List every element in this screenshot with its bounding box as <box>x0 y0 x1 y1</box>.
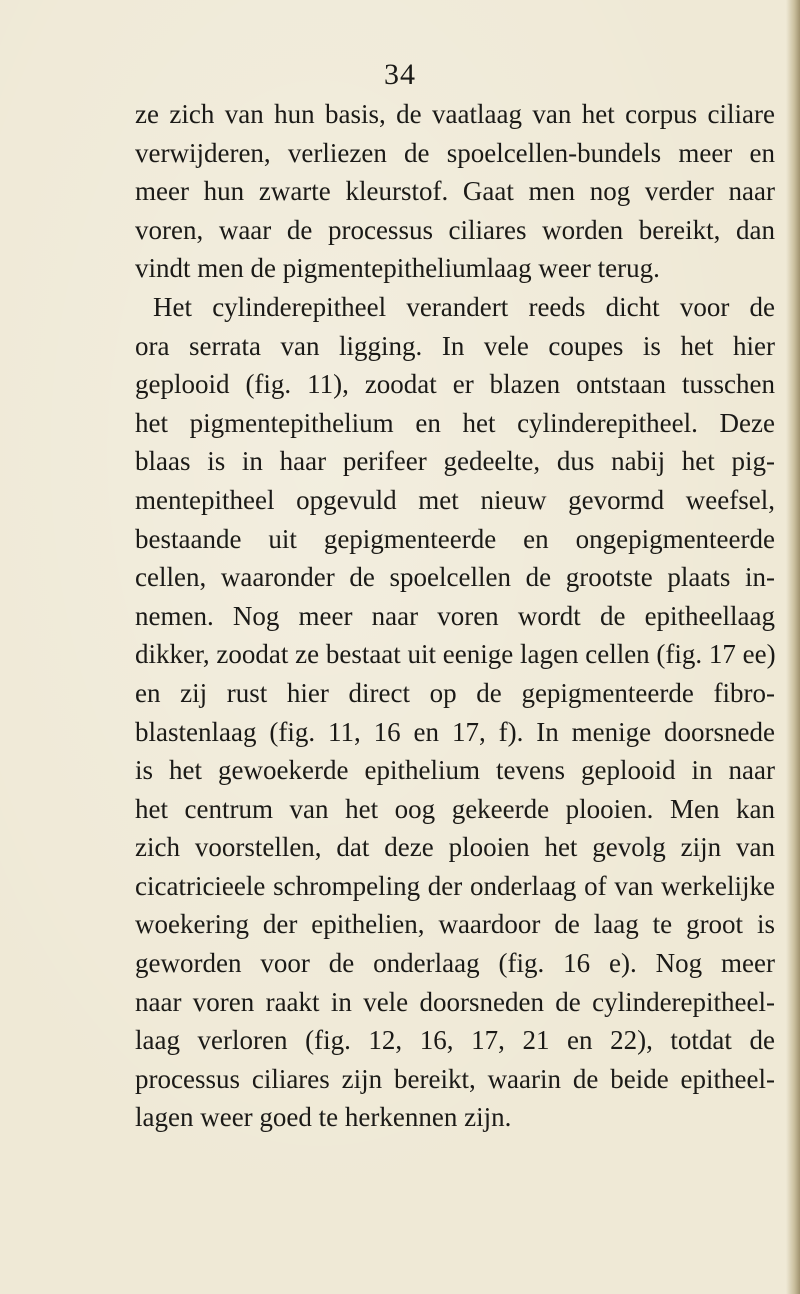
text-line: mentepitheel opgevuld met nieuw gevormd weefsel, <box>135 484 775 515</box>
text-line: cellen, waaronder de spoelcellen de grootste plaats in- <box>135 562 775 593</box>
body-text <box>135 95 775 1137</box>
text-line: verwijderen, verliezen de spoelcellen-bundels meer en <box>135 137 775 168</box>
text-line: blastenlaag (fig. 11, 16 en 17, f). In menige doorsnede <box>135 716 775 747</box>
text-line: zich voorstellen, dat deze plooien het gevolg zijn van <box>135 832 775 863</box>
text-line: ora serrata van ligging. In vele coupes is het hier <box>135 330 775 361</box>
text-line: woekering der epithelien, waardoor de laag te groot is <box>135 909 775 940</box>
text-line: het centrum van het oog gekeerde plooien. Men kan <box>135 793 775 824</box>
text-line: bestaande uit gepigmenteerde en ongepigmenteerde <box>135 523 775 554</box>
text-line: laag verloren (fig. 12, 16, 17, 21 en 22), totdat de <box>135 1025 775 1056</box>
text-line: naar voren raakt in vele doorsneden de cylinderepitheel- <box>135 986 775 1017</box>
text-line: het pigmentepithelium en het cylinderepitheel. Deze <box>135 407 775 438</box>
text-line: dikker, zoodat ze bestaat uit eenige lagen cellen (fig. 17 ee) <box>135 639 776 670</box>
text-line: ze zich van hun basis, de vaatlaag van het corpus ciliare <box>135 99 775 129</box>
text-line: vindt men de pigmentepitheliumlaag weer terug. <box>135 253 660 284</box>
text-line: is het gewoekerde epithelium tevens geplooid in naar <box>135 755 775 786</box>
text-line: nemen. Nog meer naar voren wordt de epitheellaag <box>135 600 775 631</box>
text-line: geworden voor de onderlaag (fig. 16 e). Nog meer <box>135 948 775 979</box>
page-number: 34 <box>384 58 416 91</box>
text-line: meer hun zwarte kleurstof. Gaat men nog verder naar <box>135 176 775 207</box>
page-edge-shadow <box>786 0 800 1294</box>
text-line: cicatricieele schrompeling der onderlaag of van werkelijke <box>135 870 775 901</box>
text-line: Het cylinderepitheel verandert reeds dicht voor de <box>153 291 775 322</box>
text-line: lagen weer goed te herkennen zijn. <box>135 1102 512 1133</box>
text-line: voren, waar de processus ciliares worden bereikt, dan <box>135 214 775 245</box>
text-line: geplooid (fig. 11), zoodat er blazen ontstaan tusschen <box>135 369 775 400</box>
text-line: processus ciliares zijn bereikt, waarin de beide epitheel- <box>135 1063 775 1094</box>
text-line: blaas is in haar perifeer gedeelte, dus nabij het pig- <box>135 446 775 477</box>
text-line: en zij rust hier direct op de gepigmenteerde fibro- <box>135 677 775 708</box>
